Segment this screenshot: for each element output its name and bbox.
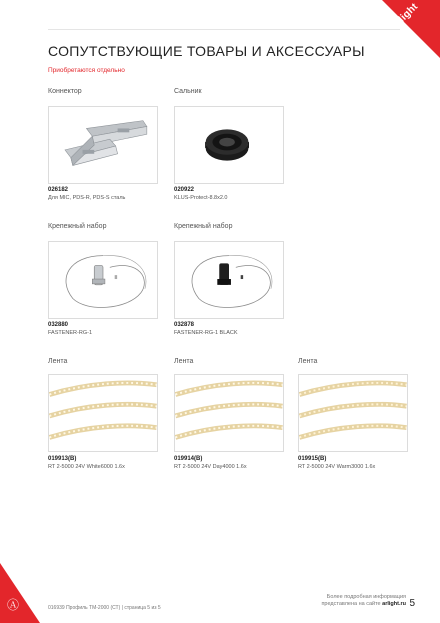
product-image-gland <box>174 106 284 184</box>
product-description: KLUS-Protect-8.8x2.0 <box>174 195 228 201</box>
fastener-image <box>49 242 157 318</box>
category-label: Лента <box>48 358 68 365</box>
divider <box>48 29 400 30</box>
product-code: 019914(B) <box>174 456 203 462</box>
product-description: FASTENER-RG-1 BLACK <box>174 330 238 336</box>
product-code: 019915(B) <box>298 456 327 462</box>
brand-logo: arlight <box>389 1 421 32</box>
category-label: Лента <box>174 358 194 365</box>
footer-site-info <box>321 594 406 608</box>
tape-day-image <box>175 375 283 451</box>
product-code: 020922 <box>174 187 195 193</box>
gland-image <box>175 107 283 183</box>
product-description: RT 2-5000 24V Warm3000 1.6x <box>298 464 376 470</box>
product-image-fastener-black <box>174 241 284 319</box>
category-label: Коннектор <box>48 88 82 95</box>
fastener-black-image <box>175 242 283 318</box>
brand-icon: Ⓐ <box>7 598 20 612</box>
product-code: 032880 <box>48 322 69 328</box>
product-image-fastener <box>48 241 158 319</box>
category-label: Сальник <box>174 88 202 95</box>
footer-info-line: представлена на сайте arlight.ru <box>321 601 406 607</box>
footer-info-line: Более подробная информация <box>326 594 406 600</box>
category-label: Крепежный набор <box>48 223 107 230</box>
product-code: 019913(B) <box>48 456 77 462</box>
page-title: СОПУТСТВУЮЩИЕ ТОВАРЫ И АКСЕССУАРЫ <box>48 43 365 59</box>
footer-corner <box>0 563 40 623</box>
product-image-connector <box>48 106 158 184</box>
product-description: Для MIC, PDS-R, PDS-S сталь <box>48 195 126 201</box>
tape-white-image <box>49 375 157 451</box>
product-image-tape-warm <box>298 374 408 452</box>
page-subtitle: Приобретаются отдельно <box>48 67 125 74</box>
product-image-tape-white <box>48 374 158 452</box>
site-link[interactable]: arlight.ru <box>382 601 406 607</box>
footer-doc-info: 016939 Профиль TM-2000 (СТ) | страница 5 из 5 <box>48 605 161 611</box>
category-label: Лента <box>298 358 318 365</box>
product-description: RT 2-5000 24V Day4000 1.6x <box>174 464 247 470</box>
connector-image <box>49 107 157 183</box>
product-description: FASTENER-RG-1 <box>48 330 93 336</box>
product-code: 026182 <box>48 187 69 193</box>
page-number: 5 <box>409 598 415 609</box>
product-image-tape-day <box>174 374 284 452</box>
tape-warm-image <box>299 375 407 451</box>
category-label: Крепежный набор <box>174 223 233 230</box>
product-code: 032878 <box>174 322 195 328</box>
product-description: RT 2-5000 24V White6000 1.6x <box>48 464 125 470</box>
